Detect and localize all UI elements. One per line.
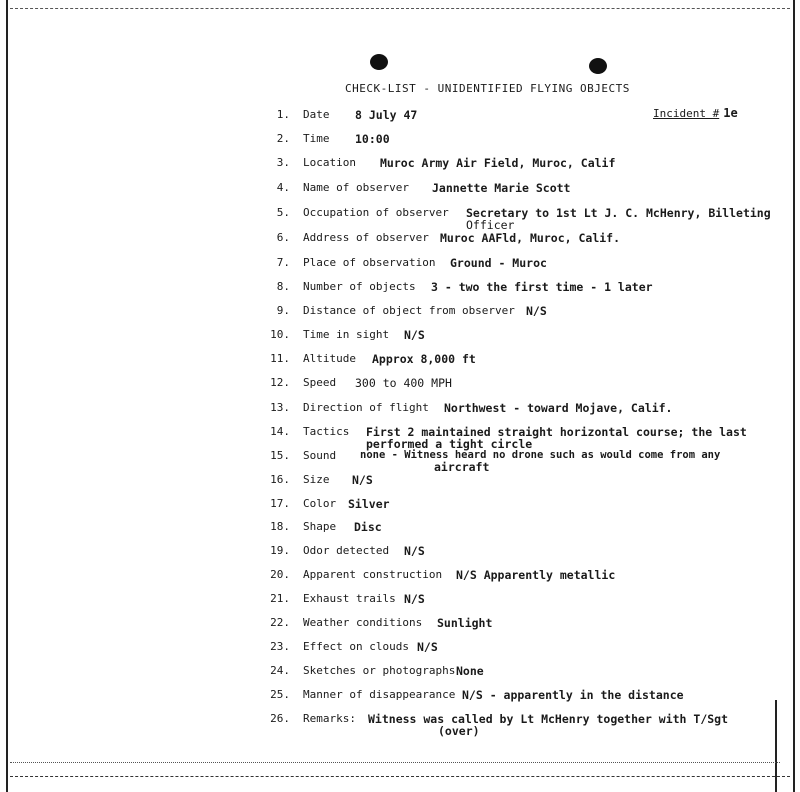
- item-number: 22.: [270, 616, 290, 629]
- item-number: 4.: [276, 181, 290, 194]
- item-label: Apparent construction: [303, 568, 443, 581]
- item-value-continued: performed a tight circle: [366, 437, 533, 451]
- item-value: First 2 maintained straight horizontal course; the last: [366, 425, 747, 439]
- item-value: Muroc AAFld, Muroc, Calif.: [440, 231, 621, 245]
- item-number: 3.: [276, 156, 290, 169]
- form-title: CHECK-LIST - UNIDENTIFIED FLYING OBJECTS: [345, 82, 630, 95]
- item-label: Color: [303, 497, 337, 510]
- item-value: none - Witness heard no drone such as would come from any: [360, 449, 721, 461]
- item-label: Time in sight: [303, 328, 390, 341]
- item-number: 23.: [270, 640, 290, 653]
- item-number: 26.: [270, 712, 290, 725]
- item-label: Weather conditions: [303, 616, 423, 629]
- item-number: 20.: [270, 568, 290, 581]
- item-label: Occupation of observer: [303, 206, 449, 219]
- incident-value: 1e: [723, 106, 738, 120]
- item-label: Distance of object from observer: [303, 304, 515, 317]
- item-value: Northwest - toward Mojave, Calif.: [444, 401, 673, 415]
- item-value: Silver: [348, 497, 390, 511]
- item-value: N/S: [417, 640, 438, 654]
- item-number: 11.: [270, 352, 290, 365]
- item-number: 18.: [270, 520, 290, 533]
- item-label: Tactics: [303, 425, 350, 438]
- item-label: Altitude: [303, 352, 356, 365]
- item-value-continued: Officer: [466, 218, 515, 232]
- item-value-continued: (over): [438, 724, 480, 738]
- punch-hole-right: [589, 58, 607, 74]
- item-value: Approx 8,000 ft: [372, 352, 476, 366]
- item-value: Jannette Marie Scott: [432, 181, 571, 195]
- item-number: 10.: [270, 328, 290, 341]
- scan-edge-left: [6, 0, 8, 792]
- item-number: 6.: [276, 231, 290, 244]
- item-label: Exhaust trails: [303, 592, 396, 605]
- item-value-continued: aircraft: [434, 460, 490, 474]
- item-value: 10:00: [355, 132, 390, 146]
- bottom-tear-line: [10, 776, 790, 777]
- item-value: N/S: [404, 592, 425, 606]
- top-tear-line: [10, 8, 790, 9]
- item-number: 24.: [270, 664, 290, 677]
- item-label: Direction of flight: [303, 401, 429, 414]
- item-label: Remarks:: [303, 712, 356, 725]
- item-number: 7.: [276, 256, 290, 269]
- item-number: 15.: [270, 449, 290, 462]
- punch-hole-left: [370, 54, 388, 70]
- item-value: N/S: [526, 304, 547, 318]
- item-number: 13.: [270, 401, 290, 414]
- item-number: 25.: [270, 688, 290, 701]
- item-value: None: [456, 664, 484, 678]
- item-number: 5.: [276, 206, 290, 219]
- item-number: 19.: [270, 544, 290, 557]
- item-value: Ground - Muroc: [450, 256, 547, 270]
- item-value: Sunlight: [437, 616, 493, 630]
- item-value: 3 - two the first time - 1 later: [431, 280, 653, 294]
- item-number: 14.: [270, 425, 290, 438]
- item-number: 21.: [270, 592, 290, 605]
- item-label: Effect on clouds: [303, 640, 409, 653]
- item-number: 17.: [270, 497, 290, 510]
- item-value: N/S: [404, 328, 425, 342]
- item-label: Time: [303, 132, 330, 145]
- item-value: Disc: [354, 520, 382, 534]
- item-label: Speed: [303, 376, 337, 389]
- item-value: Muroc Army Air Field, Muroc, Calif: [380, 156, 616, 170]
- item-label: Address of observer: [303, 231, 429, 244]
- item-value: N/S: [404, 544, 425, 558]
- incident-label: Incident #: [653, 107, 720, 120]
- item-label: Sketches or photographs: [303, 664, 456, 677]
- item-number: 16.: [270, 473, 290, 486]
- item-label: Size: [303, 473, 330, 486]
- item-value: Secretary to 1st Lt J. C. McHenry, Billeting: [466, 206, 771, 220]
- item-value: N/S Apparently metallic: [456, 568, 616, 582]
- bottom-dotted-line: [10, 762, 780, 763]
- item-label: Odor detected: [303, 544, 390, 557]
- incident-number: [653, 106, 738, 120]
- item-number: 9.: [276, 304, 290, 317]
- item-value: N/S - apparently in the distance: [462, 688, 684, 702]
- item-number: 1.: [276, 108, 290, 121]
- item-label: Number of objects: [303, 280, 416, 293]
- item-label: Date: [303, 108, 330, 121]
- item-label: Shape: [303, 520, 337, 533]
- item-number: 2.: [276, 132, 290, 145]
- item-value: 300 to 400 MPH: [355, 376, 452, 390]
- item-value: 8 July 47: [355, 108, 418, 122]
- item-value: N/S: [352, 473, 373, 487]
- scan-edge-right-inner: [775, 700, 777, 792]
- item-label: Sound: [303, 449, 337, 462]
- scan-edge-right: [793, 0, 795, 792]
- item-label: Manner of disappearance: [303, 688, 456, 701]
- item-number: 8.: [276, 280, 290, 293]
- item-number: 12.: [270, 376, 290, 389]
- item-label: Name of observer: [303, 181, 409, 194]
- item-label: Place of observation: [303, 256, 436, 269]
- item-value: Witness was called by Lt McHenry together with T/Sgt: [368, 712, 729, 726]
- item-label: Location: [303, 156, 356, 169]
